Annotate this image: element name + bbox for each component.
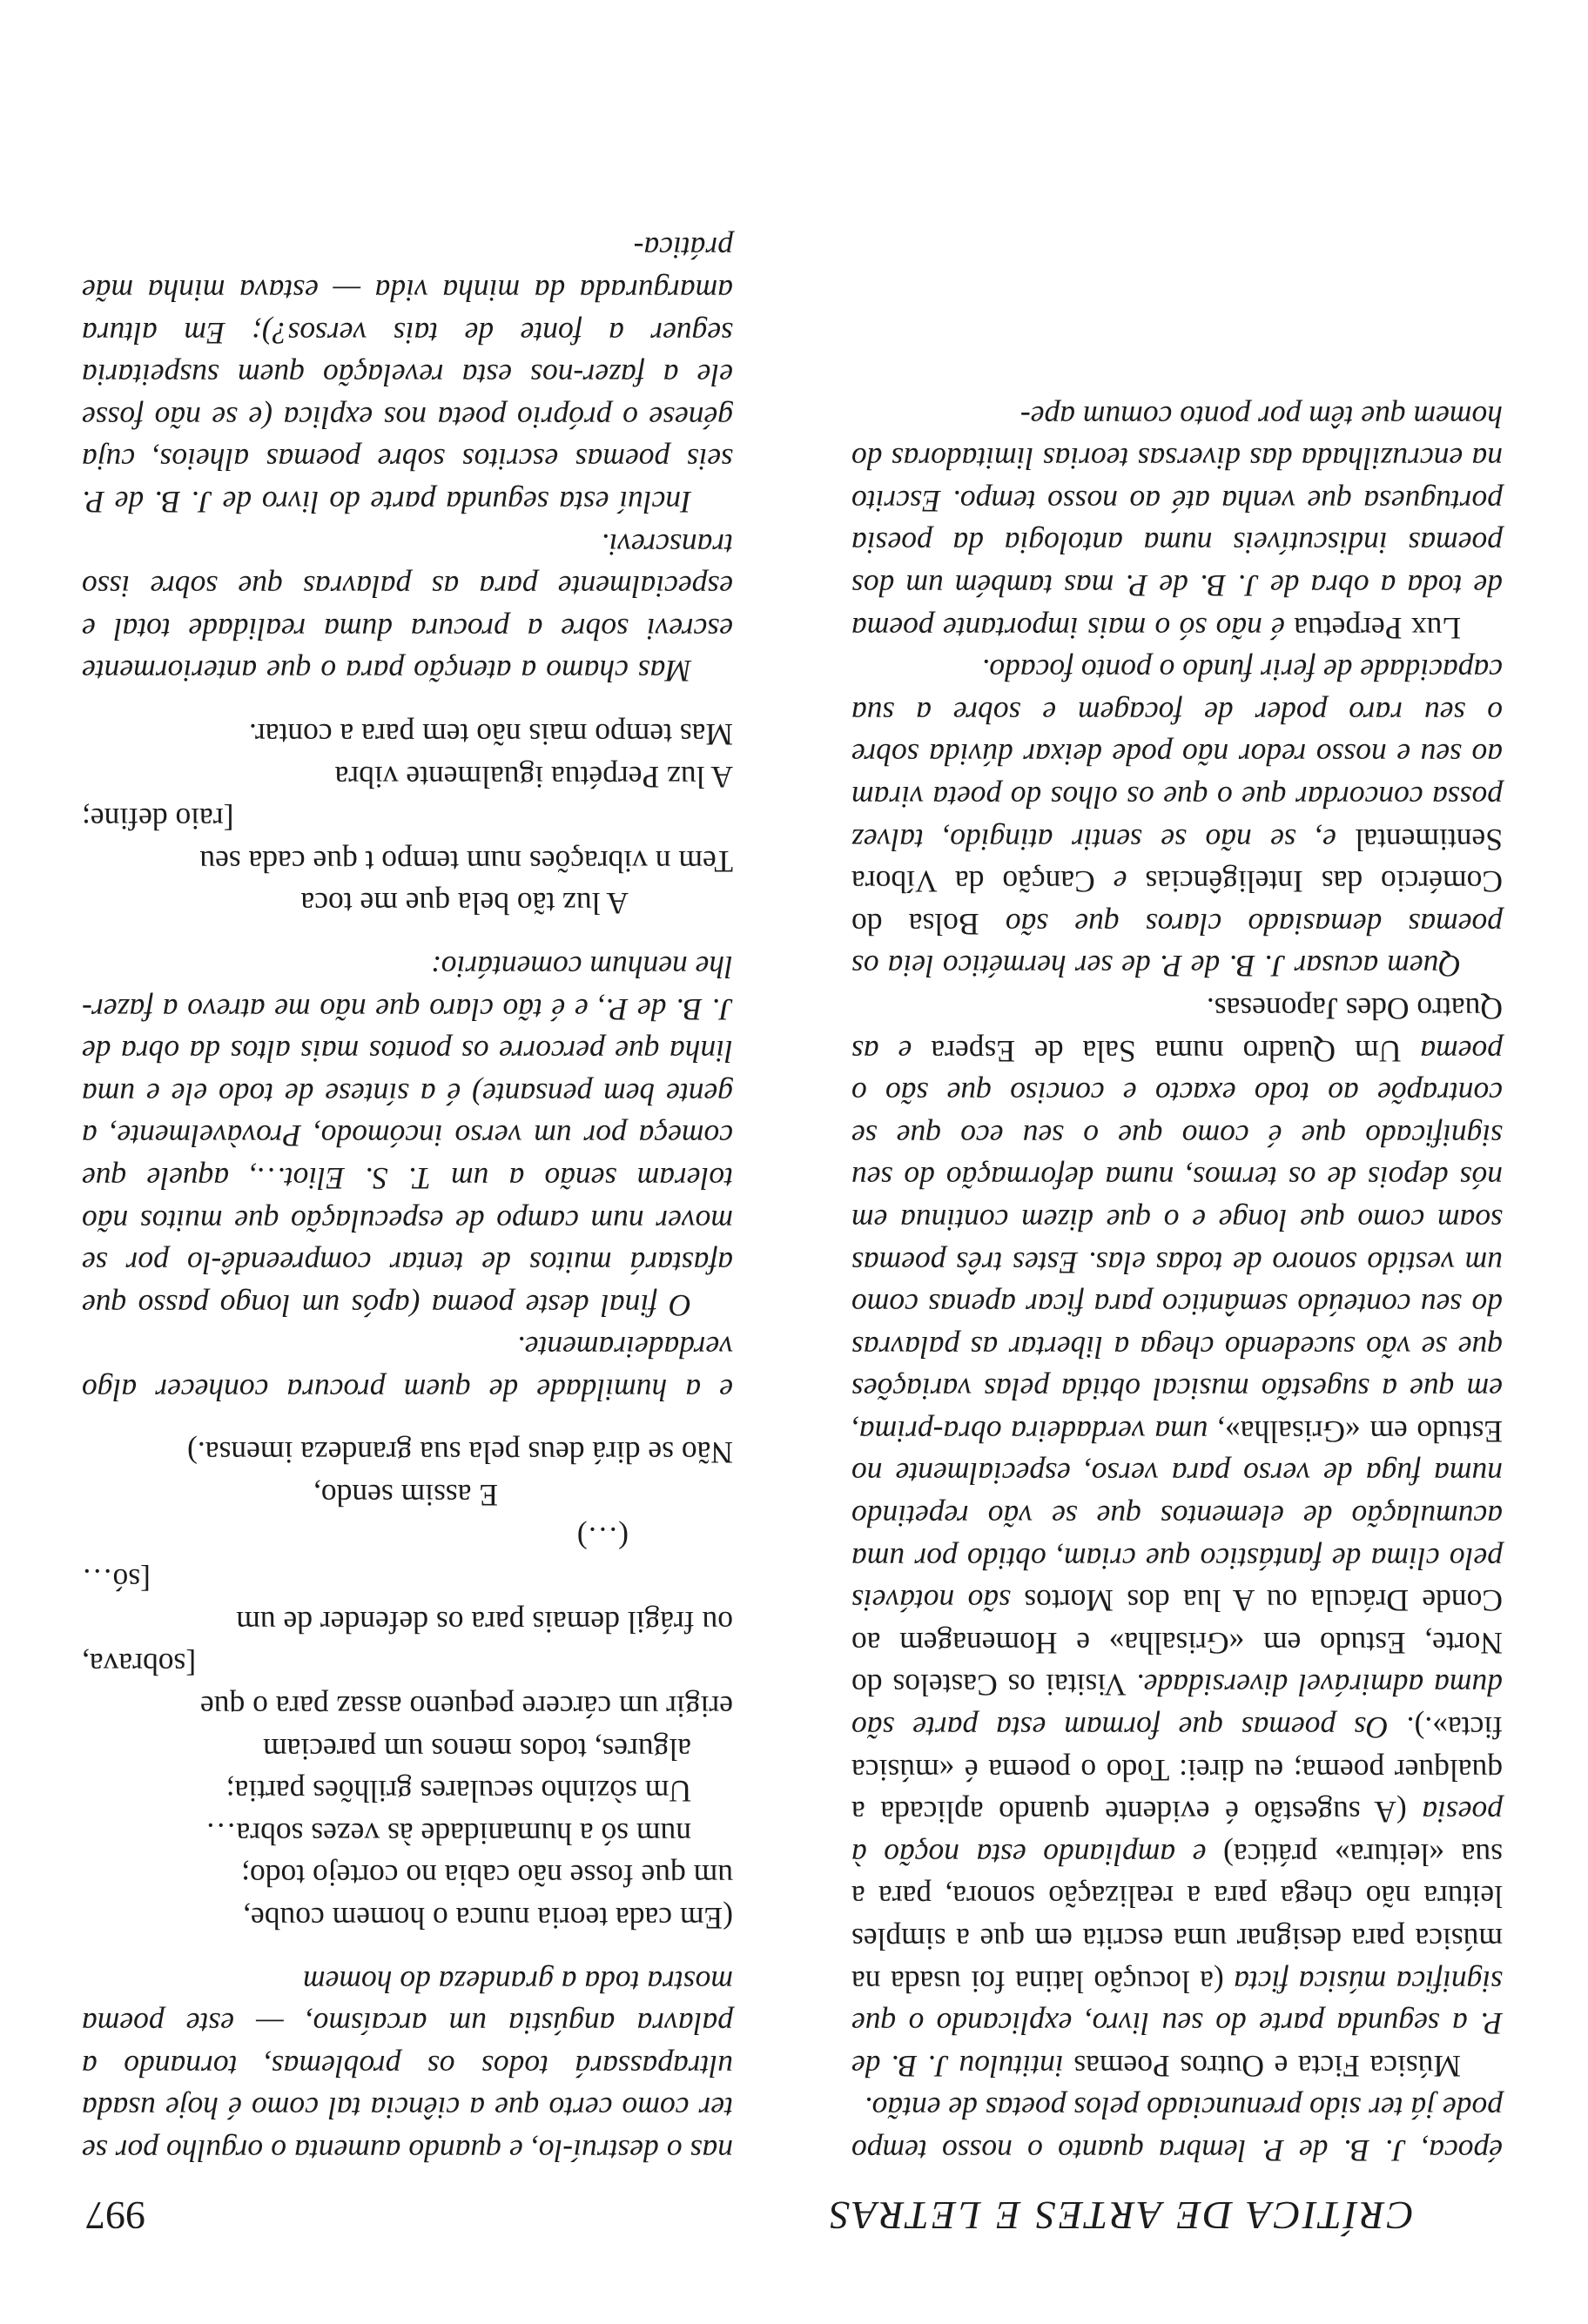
roman-text: Um Quadro numa Sala de Espera bbox=[931, 1033, 1421, 1069]
roman-text: Quatro Odes Japonesas. bbox=[1206, 991, 1503, 1026]
verse-line: (Em cada teoria nunca o homem coube, bbox=[243, 1901, 733, 1937]
paragraph bbox=[851, 395, 1503, 649]
verse-line: Tem n vibrações num tempo t que cada seu bbox=[199, 843, 733, 879]
spacer bbox=[82, 692, 733, 713]
verse-line: (…) bbox=[576, 1520, 629, 1555]
paragraph bbox=[851, 987, 1503, 2086]
page-number: 997 bbox=[85, 2193, 145, 2238]
roman-text: Bolsa do Comércio das Inteligências bbox=[851, 864, 1503, 942]
running-title: CRÍTICA DE ARTES E LETRAS bbox=[827, 2193, 1414, 2238]
roman-text: (a locução latina foi usada na música para designar uma escrita em que a simples leitura não chega para a realização sonora, para a sua «leitura» prática) bbox=[851, 1837, 1503, 1999]
verse-line: Um sòzinho seculares grilhões partia; bbox=[225, 1774, 691, 1810]
italic-text: uma verdadeira obra-prima, em que a sugestão musical obtida pelas variações que se vão sucedendo chega a libertar as palavras do seu conteúdo semântico para ficar apenas como um vestido sonoro de todas elas. Estes três poemas soam como que longe e o que dizem continua em nós depois de os termos, numa deformação do seu significado que é como que o seu eco que se contrapõe ao todo exacto e conciso que são o poema bbox=[851, 1033, 1503, 1449]
verse-line: [só… bbox=[82, 1562, 151, 1598]
text-column-left bbox=[851, 395, 1503, 2172]
italic-text: e as bbox=[851, 1033, 932, 1069]
italic-text: intitulou J. B. de P. a segunda parte do seu livro, explicando o que significa música ficta bbox=[851, 1964, 1503, 2084]
verse-line: ou frágil demais para os defender de um bbox=[236, 1604, 733, 1640]
verse-block bbox=[82, 713, 733, 924]
roman-text: Lux Perpetua bbox=[1294, 610, 1461, 646]
italic-text: e, se não se sentir atingido, talvez possa concordar que o que os olhos do poeta viram ao seu e nosso redor não pode deixar dúvida sobre o seu raro poder de focagem e sobre a sua capacidade de ferir fundo o ponto focado. bbox=[851, 653, 1503, 857]
paragraph: nas o destruí-lo, e quando aumenta o orgulho por se ter como certo que a ciência tal como é hoje usada ultrapassará todos os problemas, tornando a palavra angústia um arcaísmo, — este poema mostra toda a grandeza do homem bbox=[82, 1964, 733, 2168]
paragraph: Mas chamo a atenção para o que anteriormente escrevi sobre a procura duma realidade total e especialmente para as palavras que sobre isso transcrevi. bbox=[82, 527, 733, 689]
italic-text: e bbox=[1113, 864, 1146, 900]
paragraph bbox=[851, 2087, 1503, 2172]
roman-text: Visitai os Castelos do Norte, Estudo em «Grisalha» e Homenagem ao Conde Drácula ou A lua dos Mortos bbox=[851, 1583, 1503, 1703]
verse-line: um que fosse não cabia no cortejo todo; bbox=[241, 1858, 733, 1894]
running-header bbox=[85, 2186, 1414, 2239]
paragraph bbox=[851, 649, 1503, 988]
italic-text: é não só o mais importante poema de toda a obra de J. B. de P. mas também um dos poemas indiscutíveis numa antologia da poesia portuguesa que venha até ao nosso tempo. Escrito na encruzilhada das diversas teorias limitadoras do homem que têm por ponto comum ape- bbox=[851, 399, 1503, 646]
verse-line: erigir um cárcere pequeno assaz para o que bbox=[199, 1689, 733, 1725]
paragraph: Incluí esta segunda parte do livro de J. B. de P. seis poemas escritos sobre poemas alheios, cuja génese o próprio poeta nos explica (e se não fosse ele a fazer-nos esta revelação quem suspeitaria seguer a fonte de tais versos?); Em altura amargurada da minha vida — estava minha mãe prática- bbox=[82, 231, 733, 521]
spacer bbox=[82, 924, 733, 945]
spacer bbox=[82, 1411, 733, 1432]
italic-text: são notáveis pelo clima de fantástico que criam, obtido por uma acumulação de elementos que se vão repetindo numa fuga de verso para verso, especialmente no bbox=[851, 1456, 1503, 1619]
roman-text: Música Ficta e Outros Poemas bbox=[1073, 2048, 1461, 2084]
verse-line: A luz Perpétua igualmente vibra bbox=[334, 759, 733, 795]
spacer bbox=[82, 1939, 733, 1960]
paragraph: e a humildade de quem procura conhecer algo verdadeiramente. bbox=[82, 1330, 733, 1407]
verse-line: Mas tempo mais não tem para a contar. bbox=[249, 717, 733, 752]
verse-line: [raio define; bbox=[82, 802, 234, 837]
italic-text: Quem acusar J. B. de P. de ser hermético leia os poemas demasiado claros que são bbox=[851, 906, 1503, 984]
verse-line: [sobrava, bbox=[82, 1647, 197, 1683]
roman-text: Canção da Víbora Sentimental bbox=[851, 822, 1503, 900]
verse-line: algures, todos menos um pareciam bbox=[263, 1731, 691, 1767]
paragraph: O final deste poema (após um longo passo que afastará muitos de tentar compreendê-lo por se mover num campo de especulação que muitos não toleram senão a um T. S. Eliot…, aquele que começa por um verso incómodo, Provàvelmente, a gente bem pensante) é a síntese de todo ele e uma linha que percorre os pontos mais altos da obra de J. B. de P., e é tão claro que não me atrevo a fazer-lhe nenhum comentário: bbox=[82, 949, 733, 1323]
italic-text: Os poemas que formam esta parte são duma admirável diversidade. bbox=[851, 1668, 1503, 1746]
italic-text: e ampliando esta noção à poesia bbox=[851, 1795, 1503, 1872]
verse-line: E assim sendo, bbox=[313, 1478, 498, 1514]
verse-block bbox=[82, 1432, 733, 1939]
roman-text: (A sugestão é evidente quando aplicada a qualquer poema; eu direi: Todo o poema é «música ficta».). bbox=[851, 1710, 1503, 1830]
roman-text: Estudo em «Grisalha», bbox=[1217, 1414, 1503, 1449]
verse-line: num só a humanidade às vezes sobra… bbox=[205, 1816, 691, 1851]
verse-line: Não se dirá deus pela sua grandeza imensa.) bbox=[187, 1435, 733, 1471]
verse-line: A luz tão bela que me toca bbox=[300, 886, 629, 922]
text-column-right bbox=[82, 227, 733, 2172]
italic-text: época, J. B. de P. lembra quanto o nosso tempo pode já ter sido prenunciado pelos poetas de então. bbox=[851, 2091, 1503, 2168]
